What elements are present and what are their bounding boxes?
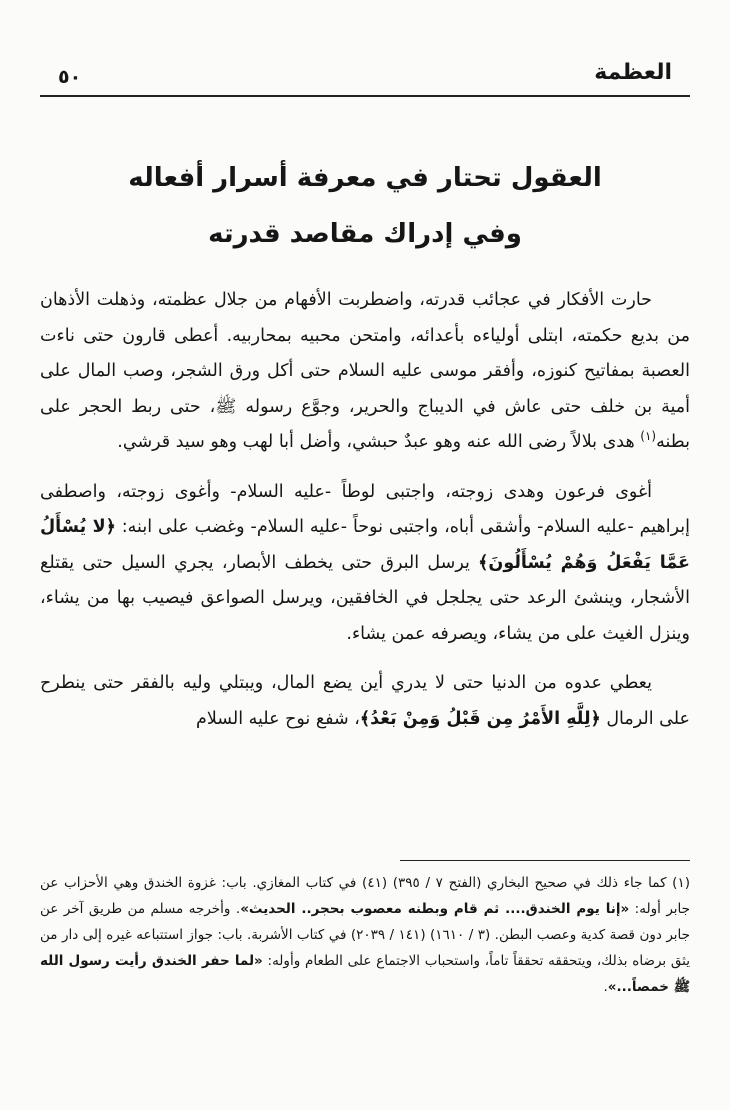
footnotes <box>40 870 690 1000</box>
footnote-reference: (١) <box>640 429 657 444</box>
footnote-hadith-quote-2: «لما حفر الخندق رأيت رسول الله ﷺ خمصاً...» <box>40 953 690 995</box>
quran-quote-1: ﴿لا يُسْأَلُ عَمَّا يَفْعَلُ وَهُمْ يُسْأَلُونَ﴾ <box>40 517 691 573</box>
footnote-text-1: (١) كما جاء ذلك في صحيح البخاري (الفتح ٧ / ٣٩٥) (٤١) في كتاب المغازي. باب: غزوة الخندق وهي الأحزاب عن جابر أوله: <box>40 875 690 917</box>
chapter-title-line-2: وفي إدراك مقاصد قدرته <box>208 219 522 249</box>
footnote-1 <box>40 870 690 1000</box>
chapter-title <box>40 150 690 262</box>
header-rule <box>40 95 690 97</box>
paragraph-2-text-b: يرسل البرق حتى يخطف الأبصار، يجري السيل حتى يقتلع الأشجار، وينشئ الرعد حتى يجلجل في الخافقين، ويرسل الصواعق فيصيب بها من يشاء، وينزل الغيث على من يشاء، ويصرفه عمن يشاء. <box>40 552 690 644</box>
footnote-rule <box>400 860 690 861</box>
chapter-title-line-1: العقول تحتار في معرفة أسرار أفعاله <box>128 163 602 193</box>
paragraph-1-text-b: هدى بلالاً رضى الله عنه وهو عبدٌ حبشي، وأضل أبا لهب وهو سيد قرشي. <box>117 432 641 452</box>
paragraph-1 <box>40 283 690 461</box>
paragraph-3-text-a: يعطي عدوه من الدنيا حتى لا يدري أين يضع المال، ويبتلي وليه بالفقر حتى ينطرح على الرمال <box>40 673 690 729</box>
paragraph-2-text-a: أغوى فرعون وهدى زوجته، واجتبى لوطاً -عليه السلام- وأغوى زوجته، واصطفى إبراهيم -عليه السلام- وأشقى أباه، واجتبى نوحاً -عليه السلام- وغضب على ابنه: <box>40 481 691 537</box>
running-title: العظمة <box>594 60 672 85</box>
footnote-hadith-quote-1: «إنا يوم الخندق.... ثم قام وبطنه معصوب بحجر.. الحديث» <box>240 901 630 917</box>
body-text <box>40 283 690 751</box>
paragraph-2 <box>40 475 690 653</box>
paragraph-3-text-b: ، شفع نوح عليه السلام <box>195 708 360 729</box>
paragraph-3 <box>40 666 690 737</box>
footnote-text-3: . <box>603 979 608 995</box>
page-number: ٥٠ <box>58 66 82 88</box>
paragraph-1-text-a: حارت الأفكار في عجائب قدرته، واضطربت الأفهام من جلال عظمته، وذهلت الأذهان من بديع حكمته، ابتلى أولياءه بأعدائه، وامتحن محبيه بمحاربيه. أعطى قارون حتى ناءت العصبة بمفاتيح كنوزه، وأفقر موسى عليه السلام حتى أكل ورق الشجر، وصب المال على أمية بن خلف حتى عاش في الديباج والحرير، وجوَّع رسوله ﷺ، حتى ربط الحجر على بطنه <box>40 290 690 452</box>
footnote-text-2: . وأخرجه مسلم من طريق آخر عن جابر دون قصة كدية وعصب البطن. (٣ / ١٦١٠) (١٤١ / ٢٠٣٩) في كتاب الأشربة. باب: جواز استتباعه غيره إلى دار من يثق برضاه بذلك، ويتحققه تحققاً تاماً، واستحباب الاجتماع على الطعام وأوله: <box>40 901 690 969</box>
quran-quote-2: ﴿لِلَّهِ الأَمْرُ مِن قَبْلُ وَمِنْ بَعْدُ﴾ <box>359 708 601 729</box>
